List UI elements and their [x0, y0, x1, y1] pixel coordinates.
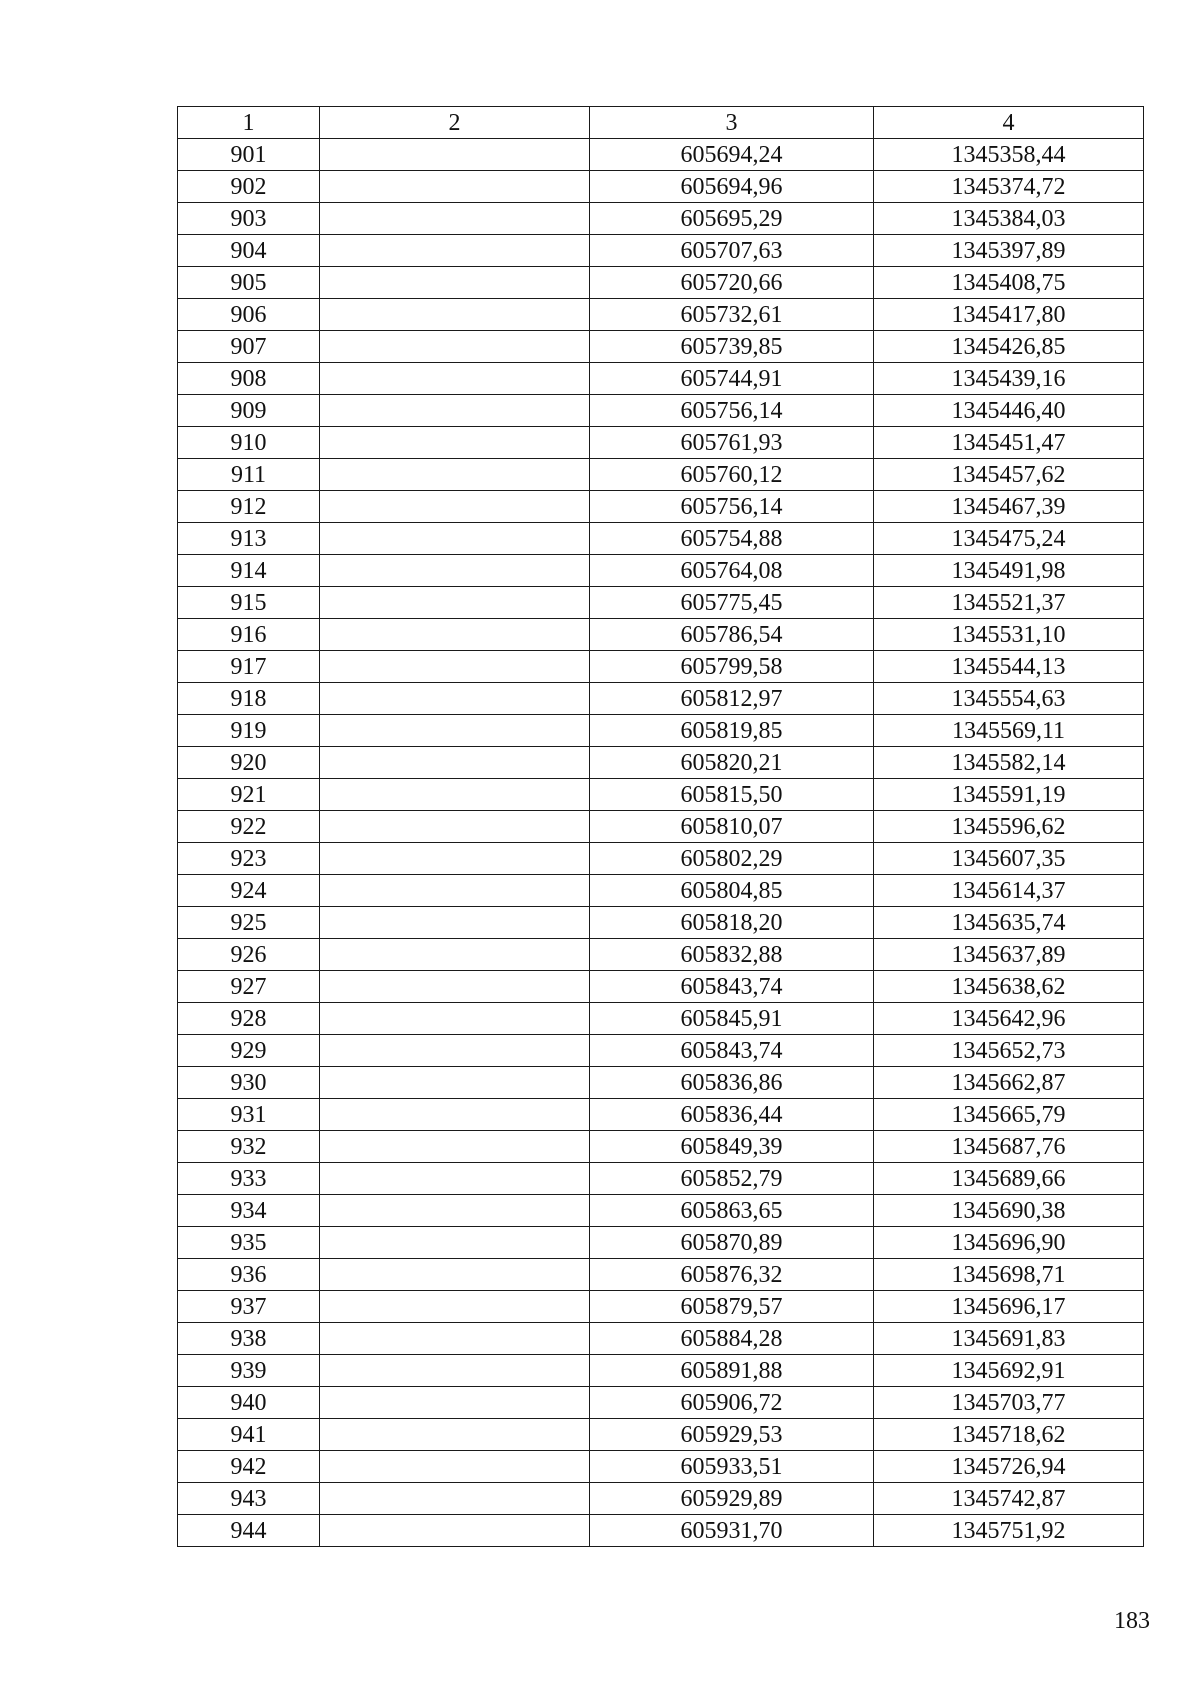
- table-cell-col-3: 605906,72: [590, 1387, 874, 1419]
- table-cell-col-2: [320, 1259, 590, 1291]
- table-cell-col-2: [320, 427, 590, 459]
- table-row: [178, 235, 1144, 267]
- table-cell-col-2: [320, 1035, 590, 1067]
- table-cell-col-3: 605694,24: [590, 139, 874, 171]
- table-cell-col-2: [320, 683, 590, 715]
- table-cell-col-4: 1345446,40: [874, 395, 1144, 427]
- table-row: [178, 363, 1144, 395]
- table-cell-col-4: 1345467,39: [874, 491, 1144, 523]
- table-cell-col-1: 920: [178, 747, 320, 779]
- table-cell-col-2: [320, 811, 590, 843]
- table-cell-col-1: 928: [178, 1003, 320, 1035]
- table-row: [178, 747, 1144, 779]
- table-cell-col-2: [320, 363, 590, 395]
- table-cell-col-2: [320, 1515, 590, 1547]
- table-cell-col-1: 912: [178, 491, 320, 523]
- table-cell-col-3: 605812,97: [590, 683, 874, 715]
- table-row: [178, 1387, 1144, 1419]
- table-cell-col-3: 605843,74: [590, 1035, 874, 1067]
- table-cell-col-4: 1345457,62: [874, 459, 1144, 491]
- table-cell-col-4: 1345521,37: [874, 587, 1144, 619]
- table-cell-col-1: 917: [178, 651, 320, 683]
- table-cell-col-3: 605720,66: [590, 267, 874, 299]
- table-row: [178, 299, 1144, 331]
- table-row: [178, 1451, 1144, 1483]
- table-cell-col-1: 939: [178, 1355, 320, 1387]
- table-cell-col-4: 1345726,94: [874, 1451, 1144, 1483]
- table-cell-col-3: 605694,96: [590, 171, 874, 203]
- column-header-3: 3: [590, 107, 874, 139]
- table-cell-col-1: 930: [178, 1067, 320, 1099]
- coordinates-table: [177, 106, 1144, 1547]
- table-cell-col-2: [320, 1003, 590, 1035]
- table-cell-col-4: 1345591,19: [874, 779, 1144, 811]
- table-cell-col-3: 605761,93: [590, 427, 874, 459]
- table-row: [178, 1419, 1144, 1451]
- table-cell-col-2: [320, 843, 590, 875]
- table-cell-col-3: 605849,39: [590, 1131, 874, 1163]
- table-cell-col-4: 1345665,79: [874, 1099, 1144, 1131]
- table-cell-col-3: 605818,20: [590, 907, 874, 939]
- table-row: [178, 1323, 1144, 1355]
- table-cell-col-1: 902: [178, 171, 320, 203]
- table-cell-col-2: [320, 1195, 590, 1227]
- table-row: [178, 619, 1144, 651]
- table-cell-col-4: 1345687,76: [874, 1131, 1144, 1163]
- table-cell-col-2: [320, 1451, 590, 1483]
- table-row: [178, 1515, 1144, 1547]
- table-row: [178, 1483, 1144, 1515]
- table-cell-col-3: 605929,89: [590, 1483, 874, 1515]
- table-cell-col-2: [320, 523, 590, 555]
- table-cell-col-4: 1345439,16: [874, 363, 1144, 395]
- table-cell-col-2: [320, 395, 590, 427]
- table-row: [178, 203, 1144, 235]
- table-cell-col-2: [320, 171, 590, 203]
- table-cell-col-1: 933: [178, 1163, 320, 1195]
- table-cell-col-4: 1345491,98: [874, 555, 1144, 587]
- table-row: [178, 683, 1144, 715]
- table-cell-col-1: 940: [178, 1387, 320, 1419]
- table-cell-col-1: 916: [178, 619, 320, 651]
- table-row: [178, 1003, 1144, 1035]
- table-cell-col-3: 605870,89: [590, 1227, 874, 1259]
- table-cell-col-4: 1345607,35: [874, 843, 1144, 875]
- table-cell-col-3: 605732,61: [590, 299, 874, 331]
- table-cell-col-4: 1345475,24: [874, 523, 1144, 555]
- table-cell-col-4: 1345614,37: [874, 875, 1144, 907]
- table-row: [178, 331, 1144, 363]
- table-cell-col-1: 934: [178, 1195, 320, 1227]
- table-cell-col-2: [320, 587, 590, 619]
- table-row: [178, 587, 1144, 619]
- table-cell-col-1: 908: [178, 363, 320, 395]
- table-cell-col-3: 605891,88: [590, 1355, 874, 1387]
- table-cell-col-4: 1345582,14: [874, 747, 1144, 779]
- table-cell-col-4: 1345696,17: [874, 1291, 1144, 1323]
- table-cell-col-1: 924: [178, 875, 320, 907]
- table-cell-col-1: 943: [178, 1483, 320, 1515]
- table-cell-col-3: 605820,21: [590, 747, 874, 779]
- table-cell-col-4: 1345417,80: [874, 299, 1144, 331]
- table-cell-col-3: 605756,14: [590, 491, 874, 523]
- table-row: [178, 939, 1144, 971]
- table-cell-col-3: 605843,74: [590, 971, 874, 1003]
- table-row: [178, 1227, 1144, 1259]
- table-cell-col-3: 605933,51: [590, 1451, 874, 1483]
- table-cell-col-2: [320, 235, 590, 267]
- table-cell-col-4: 1345408,75: [874, 267, 1144, 299]
- table-cell-col-3: 605863,65: [590, 1195, 874, 1227]
- table-cell-col-2: [320, 555, 590, 587]
- table-cell-col-2: [320, 1291, 590, 1323]
- table-cell-col-1: 923: [178, 843, 320, 875]
- table-cell-col-3: 605802,29: [590, 843, 874, 875]
- table-row: [178, 811, 1144, 843]
- table-cell-col-2: [320, 1099, 590, 1131]
- table-cell-col-2: [320, 1419, 590, 1451]
- table-cell-col-3: 605931,70: [590, 1515, 874, 1547]
- column-header-1: 1: [178, 107, 320, 139]
- table-row: [178, 459, 1144, 491]
- table-cell-col-1: 941: [178, 1419, 320, 1451]
- table-cell-col-4: 1345742,87: [874, 1483, 1144, 1515]
- column-header-4: 4: [874, 107, 1144, 139]
- table-cell-col-2: [320, 491, 590, 523]
- table-cell-col-3: 605754,88: [590, 523, 874, 555]
- table-row: [178, 427, 1144, 459]
- table-cell-col-2: [320, 971, 590, 1003]
- table-row: [178, 971, 1144, 1003]
- table-cell-col-3: 605832,88: [590, 939, 874, 971]
- table-cell-col-3: 605852,79: [590, 1163, 874, 1195]
- table-cell-col-4: 1345696,90: [874, 1227, 1144, 1259]
- table-row: [178, 907, 1144, 939]
- table-cell-col-1: 909: [178, 395, 320, 427]
- table-cell-col-4: 1345635,74: [874, 907, 1144, 939]
- table-cell-col-2: [320, 139, 590, 171]
- table-row: [178, 1131, 1144, 1163]
- table-cell-col-2: [320, 939, 590, 971]
- page-number: 183: [1114, 1608, 1150, 1634]
- table-cell-col-4: 1345637,89: [874, 939, 1144, 971]
- table-cell-col-1: 921: [178, 779, 320, 811]
- table-row: [178, 651, 1144, 683]
- table-cell-col-4: 1345397,89: [874, 235, 1144, 267]
- table-cell-col-4: 1345751,92: [874, 1515, 1144, 1547]
- table-cell-col-2: [320, 1163, 590, 1195]
- table-row: [178, 139, 1144, 171]
- table-cell-col-1: 906: [178, 299, 320, 331]
- table-row: [178, 491, 1144, 523]
- table-row: [178, 395, 1144, 427]
- table-cell-col-2: [320, 1355, 590, 1387]
- table-cell-col-1: 942: [178, 1451, 320, 1483]
- table-cell-col-3: 605815,50: [590, 779, 874, 811]
- table-row: [178, 267, 1144, 299]
- table-cell-col-4: 1345703,77: [874, 1387, 1144, 1419]
- table-cell-col-4: 1345569,11: [874, 715, 1144, 747]
- table-cell-col-4: 1345652,73: [874, 1035, 1144, 1067]
- table-cell-col-1: 911: [178, 459, 320, 491]
- table-cell-col-3: 605845,91: [590, 1003, 874, 1035]
- table-cell-col-1: 925: [178, 907, 320, 939]
- table-cell-col-4: 1345638,62: [874, 971, 1144, 1003]
- table-row: [178, 1291, 1144, 1323]
- table-cell-col-3: 605836,44: [590, 1099, 874, 1131]
- table-cell-col-1: 905: [178, 267, 320, 299]
- table-cell-col-4: 1345451,47: [874, 427, 1144, 459]
- table-cell-col-2: [320, 875, 590, 907]
- table-cell-col-3: 605744,91: [590, 363, 874, 395]
- table-cell-col-1: 935: [178, 1227, 320, 1259]
- table-cell-col-4: 1345691,83: [874, 1323, 1144, 1355]
- table-cell-col-1: 919: [178, 715, 320, 747]
- table-cell-col-1: 926: [178, 939, 320, 971]
- table-cell-col-2: [320, 747, 590, 779]
- table-cell-col-3: 605695,29: [590, 203, 874, 235]
- table-cell-col-4: 1345662,87: [874, 1067, 1144, 1099]
- table-cell-col-1: 922: [178, 811, 320, 843]
- table-cell-col-2: [320, 459, 590, 491]
- table-cell-col-4: 1345692,91: [874, 1355, 1144, 1387]
- table-cell-col-1: 901: [178, 139, 320, 171]
- table-cell-col-2: [320, 1227, 590, 1259]
- table-cell-col-1: 936: [178, 1259, 320, 1291]
- table-row: [178, 875, 1144, 907]
- table-body: [178, 139, 1144, 1547]
- table-cell-col-3: 605819,85: [590, 715, 874, 747]
- table-row: [178, 1259, 1144, 1291]
- table-cell-col-2: [320, 651, 590, 683]
- table-row: [178, 171, 1144, 203]
- table-cell-col-1: 944: [178, 1515, 320, 1547]
- table-cell-col-4: 1345531,10: [874, 619, 1144, 651]
- table-cell-col-2: [320, 619, 590, 651]
- table-cell-col-4: 1345426,85: [874, 331, 1144, 363]
- table-cell-col-4: 1345384,03: [874, 203, 1144, 235]
- table-cell-col-3: 605786,54: [590, 619, 874, 651]
- table-cell-col-2: [320, 299, 590, 331]
- table-cell-col-1: 904: [178, 235, 320, 267]
- table-cell-col-4: 1345689,66: [874, 1163, 1144, 1195]
- table-cell-col-4: 1345642,96: [874, 1003, 1144, 1035]
- table-row: [178, 1355, 1144, 1387]
- table-cell-col-4: 1345596,62: [874, 811, 1144, 843]
- table-cell-col-1: 907: [178, 331, 320, 363]
- table-cell-col-2: [320, 1387, 590, 1419]
- table-cell-col-3: 605810,07: [590, 811, 874, 843]
- table-row: [178, 555, 1144, 587]
- table-cell-col-2: [320, 907, 590, 939]
- table-cell-col-4: 1345374,72: [874, 171, 1144, 203]
- table-cell-col-1: 937: [178, 1291, 320, 1323]
- table-cell-col-3: 605804,85: [590, 875, 874, 907]
- table-cell-col-1: 910: [178, 427, 320, 459]
- table-row: [178, 523, 1144, 555]
- table-cell-col-4: 1345554,63: [874, 683, 1144, 715]
- table-cell-col-3: 605836,86: [590, 1067, 874, 1099]
- table-cell-col-1: 903: [178, 203, 320, 235]
- table-cell-col-2: [320, 267, 590, 299]
- table-cell-col-1: 938: [178, 1323, 320, 1355]
- table-cell-col-1: 915: [178, 587, 320, 619]
- table-cell-col-4: 1345544,13: [874, 651, 1144, 683]
- table-cell-col-2: [320, 1483, 590, 1515]
- table-cell-col-1: 932: [178, 1131, 320, 1163]
- table-cell-col-3: 605739,85: [590, 331, 874, 363]
- table-cell-col-3: 605764,08: [590, 555, 874, 587]
- table-row: [178, 1067, 1144, 1099]
- table-cell-col-4: 1345718,62: [874, 1419, 1144, 1451]
- table-cell-col-4: 1345698,71: [874, 1259, 1144, 1291]
- table-cell-col-2: [320, 779, 590, 811]
- table-cell-col-2: [320, 715, 590, 747]
- table-cell-col-4: 1345358,44: [874, 139, 1144, 171]
- table-cell-col-3: 605884,28: [590, 1323, 874, 1355]
- table-row: [178, 1163, 1144, 1195]
- table-cell-col-2: [320, 1323, 590, 1355]
- table-cell-col-3: 605799,58: [590, 651, 874, 683]
- table-cell-col-3: 605929,53: [590, 1419, 874, 1451]
- table-cell-col-3: 605756,14: [590, 395, 874, 427]
- table-cell-col-3: 605876,32: [590, 1259, 874, 1291]
- table-cell-col-2: [320, 1067, 590, 1099]
- table-row: [178, 1195, 1144, 1227]
- table-row: [178, 1099, 1144, 1131]
- table-cell-col-3: 605760,12: [590, 459, 874, 491]
- table-cell-col-3: 605879,57: [590, 1291, 874, 1323]
- table-cell-col-1: 931: [178, 1099, 320, 1131]
- table-cell-col-1: 913: [178, 523, 320, 555]
- table-cell-col-3: 605707,63: [590, 235, 874, 267]
- table-cell-col-2: [320, 331, 590, 363]
- table-cell-col-4: 1345690,38: [874, 1195, 1144, 1227]
- table-cell-col-1: 927: [178, 971, 320, 1003]
- header-row: [178, 107, 1144, 139]
- table-cell-col-2: [320, 1131, 590, 1163]
- table-cell-col-2: [320, 203, 590, 235]
- table-cell-col-1: 914: [178, 555, 320, 587]
- table-row: [178, 843, 1144, 875]
- column-header-2: 2: [320, 107, 590, 139]
- table-cell-col-1: 929: [178, 1035, 320, 1067]
- table-row: [178, 779, 1144, 811]
- table-cell-col-3: 605775,45: [590, 587, 874, 619]
- table-row: [178, 715, 1144, 747]
- table-cell-col-1: 918: [178, 683, 320, 715]
- table-row: [178, 1035, 1144, 1067]
